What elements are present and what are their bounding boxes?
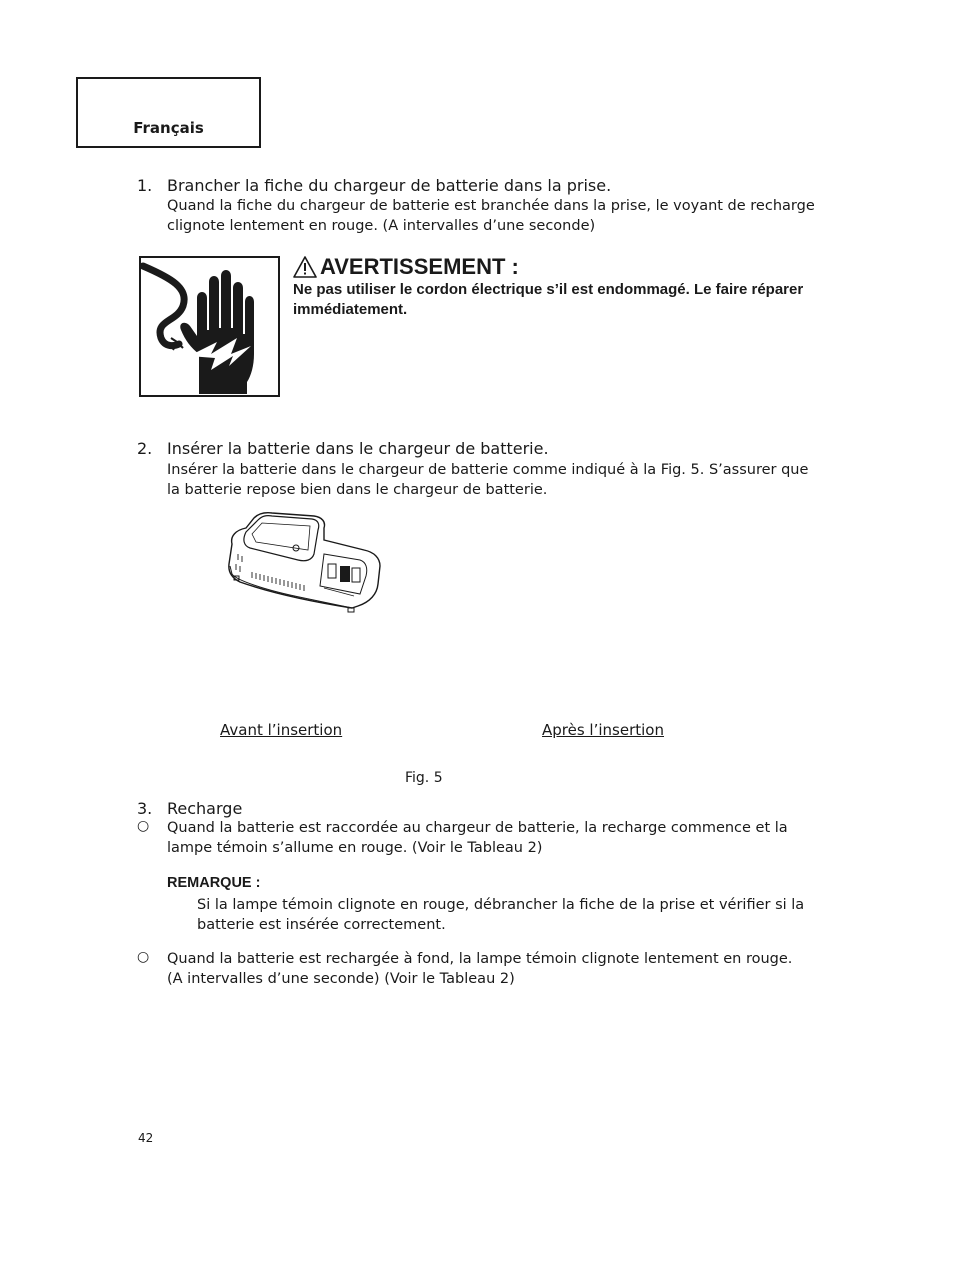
step1-body: [167, 196, 819, 236]
step1-title: Brancher la fiche du chargeur de batterie dans la prise.: [167, 176, 612, 195]
warning-text: [293, 280, 823, 320]
warning-triangle-icon: [293, 256, 317, 278]
note-label: REMARQUE :: [167, 875, 261, 891]
warning-text-line2: immédiatement.: [293, 301, 408, 318]
electric-shock-hand-graphic: [141, 258, 278, 395]
step3-bullet1: [167, 818, 819, 858]
page-number: 42: [138, 1131, 154, 1145]
step3-bullet2-line1: Quand la batterie est rechargée à fond, la lampe témoin clignote lentement en rouge.: [167, 951, 793, 967]
figure-label: Fig. 5: [405, 770, 443, 786]
language-box: [76, 77, 261, 148]
step3-bullet2: [167, 949, 819, 989]
step3-bullet2-line2: (A intervalles d’une seconde) (Voir le Tableau 2): [167, 971, 515, 987]
battery-charger-illustration: [224, 510, 386, 620]
caption-after: Après l’insertion: [542, 721, 664, 739]
step2-body-line2: la batterie repose bien dans le chargeur de batterie.: [167, 482, 548, 498]
note-text-line1: Si la lampe témoin clignote en rouge, débrancher la fiche de la prise et vérifier si la: [197, 897, 805, 913]
note-text: [197, 895, 819, 935]
step1-number: 1.: [137, 176, 153, 195]
warning-text-line1: Ne pas utiliser le cordon électrique s’il est endommagé. Le faire réparer: [293, 281, 804, 298]
battery-charger-graphic: [224, 510, 386, 620]
step2-body: [167, 460, 819, 500]
language-label: Français: [133, 119, 204, 137]
step1-body-line1: Quand la fiche du chargeur de batterie est branchée dans la prise, le voyant de recharge: [167, 198, 815, 214]
step3-number: 3.: [137, 799, 153, 818]
warning-title: [293, 254, 519, 280]
electric-shock-hand-icon: [139, 256, 280, 397]
step3-bullet1-line1: Quand la batterie est raccordée au chargeur de batterie, la recharge commence et la: [167, 820, 788, 836]
bullet-circle-icon: ○: [137, 818, 150, 834]
note-text-line2: batterie est insérée correctement.: [197, 917, 446, 933]
step3-bullet1-line2: lampe témoin s’allume en rouge. (Voir le Tableau 2): [167, 840, 543, 856]
caption-before: Avant l’insertion: [220, 721, 343, 739]
step2-number: 2.: [137, 439, 153, 458]
step1-body-line2: clignote lentement en rouge. (A intervalles d’une seconde): [167, 218, 596, 234]
bullet-circle-icon: ○: [137, 949, 150, 965]
step2-title: Insérer la batterie dans le chargeur de batterie.: [167, 439, 549, 458]
warning-title-text: AVERTISSEMENT :: [320, 254, 519, 279]
step3-title: Recharge: [167, 799, 243, 818]
step2-body-line1: Insérer la batterie dans le chargeur de batterie comme indiqué à la Fig. 5. S’assurer que: [167, 462, 809, 478]
